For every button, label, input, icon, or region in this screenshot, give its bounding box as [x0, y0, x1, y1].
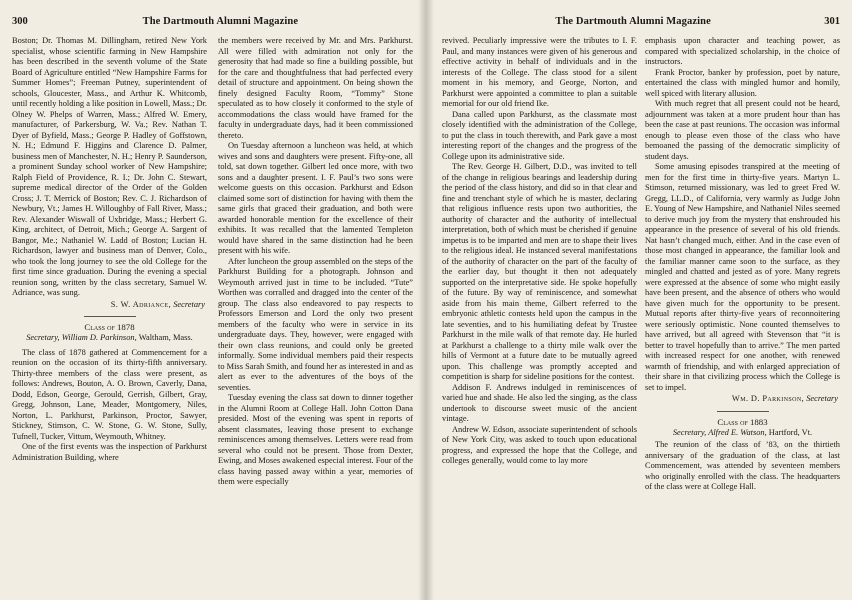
text-columns [12, 36, 413, 488]
column-right-1 [442, 36, 637, 493]
section-divider [84, 316, 136, 317]
secretary-role: Secretary, [26, 333, 60, 342]
book-gutter-shadow [418, 0, 434, 600]
paragraph: Addison F. Andrews indulged in reminiscences of varied hue and shade. He also led the singing, as the class undertook to discourse sweet music of the ancient vintage. [442, 382, 637, 423]
paragraph: The reunion of the class of ’83, on the thirtieth anniversary of the graduation of the class, at last Commencement, was attended by seventeen members who originally enrolled with the class. The headquarters of the class were at College Hall. [645, 440, 840, 491]
signature-name: Wm. D. Parkinson, [731, 394, 805, 403]
paragraph: Andrew W. Edson, associate superintendent of schools of New York City, was asked to touch upon educational progress, and expressed the hope that the College, and colleges generally, would come to lay more [442, 424, 637, 465]
paragraph: Boston; Dr. Thomas M. Dillingham, retired New York specialist, whose scientific farming in New Hampshire has been described in the seventh volume of the State Board of Agriculture entitled “New Hampshire Farms for Summer Homes”; Freeman Putney, superintendent of schools, Gloucester, Mass., and Arthur K. Whitcomb, until recently holding a like position in Lowell, Mass.; Dr. Olney W. Phelps of Warren, Mass.; Alfred W. Emery, manufacturer, of Parkersburg, W. Va.; Rev. Nathan T. Dyer of Byfield, Mass.; George P. Hadley of Goffstown, N. H.; Edmund F. Higgins and Clarence D. Palmer, business men of Manchester, N. H.; Henry P. Saunderson, a prominent Sunday school worker of New Hampshire; Ralph Field of Providence, R. I.; Dr. John C. Stewart, supreme medical director of the Order of the Golden Cross; J. T. Merrick of Boston; Rev. C. J. Richardson of Newbury, Vt.; James H. Willoughby of Fall River, Mass.; Rev. Alexander Wiswall of Uxbridge, Mass.; Herbert G. King, architect, of Detroit, Mich.; George A. Sargent of Bangor, Me.; Nathaniel W. Ladd of Boston; Lucian H. Richardson, lawyer and business man of Denver, Colo., who took the long journey to see the old College for the first time since graduation. During the evening a special reunion song, written by the class secretary, Samuel W. Adriance, was sung. [12, 36, 207, 297]
column-left-1 [12, 36, 207, 488]
section-divider [717, 411, 769, 412]
column-left-2 [218, 36, 413, 488]
running-title: The Dartmouth Alumni Magazine [555, 16, 711, 27]
signature-role: Secretary [806, 394, 838, 403]
paragraph: Tuesday evening the class sat down to dinner together in the Alumni Room at College Hall. John Cotton Dana presided. Most of the evening was spent in reports of absent classmates, leaving those present to exchange reminiscences among themselves. Letters were read from several who could not be present. Those from Dexter, Ewing, and Moses awakened especial interest. Four of the class having passed away within a year, memories of them were especially [218, 393, 413, 486]
paragraph: the members were received by Mr. and Mrs. Parkhurst. All were filled with admiration not only for the generosity that had made so fine a building possible, but for the care and thoughtfulness that had perfected every detail of structure and appointment. On being shown the finely designed Faculty Room, “Tommy” Stone speculated as to how closely it conformed to the style of accommodations the class would have framed for the faculty in undergraduate days, had it been commissioned thereto. [218, 36, 413, 140]
paragraph: The Rev. George H. Gilbert, D.D., was invited to tell of the change in religious bearings and leadership during the period of the class history, and did so in that clear and fine and trenchant style of which he is master, declaring that religious influence rests upon two authorities, the authority of character and the authority of intellectual interpretation, both of which must be cherished if genuine impetus is to be imparted and men are to shape their lives to the religious ideal. He instanced several manifestations of the authority of character on the part of the faculty of the earlier day, but thought it then not adequately supported on the interpretative side. He spoke hopefully of the future. By way of reminiscence, and somewhat aside from his main theme, Gilbert referred to the embryonic athletic contests held upon the campus in the late seventies, and to his humiliating defeat by Trustee Parkhurst in the mile walk of that remote day. He hurled at Parkhurst a challenge to a thirty mile walk over the hills of Vermont at a future date to be mutually agreed upon. This challenge was promptly accepted and competition is sharp for sideline positions for the contest. [442, 162, 637, 381]
running-head [442, 16, 840, 36]
paragraph: revived. Peculiarly impressive were the tributes to I. F. Paul, and many instances were given of his generous and effective activity in behalf of individuals and in the interests of the College. The class stood for a silent moment in his memory, and George, Norton, and Parkhurst were appointed a committee to plan a suitable memorial for our old friend Ike. [442, 36, 637, 108]
secretary-name: William D. Parkinson, [61, 333, 137, 342]
paragraph: Frank Proctor, banker by profession, poet by nature, entertained the class with mingled humor and homily, well spiced with literary allusion. [645, 67, 840, 98]
secretary-name: Alfred E. Watson, [708, 427, 767, 437]
running-head [12, 16, 413, 36]
paragraph: On Tuesday afternoon a luncheon was held, at which wives and sons and daughters were present. Fifty-one, all told, sat down together. Gilbert led once more, with two sons and a daughter present. I. F. Paul’s two sons were welcome guests on this occasion. Parkhurst and Edson claimed some sort of distinction for having with them the same girls that graced their graduation, and both were awarded honorable mention for the excellence of their exhibits. It was recalled that the lamented Templeton would have shared in the same distinction had he been present with his wife. [218, 141, 413, 255]
running-title: The Dartmouth Alumni Magazine [142, 16, 299, 27]
paragraph: The class of 1878 gathered at Commencement for a reunion on the occasion of its thirty-fifth anniversary. Thirty-three members of the class were present, as follows: Andrews, Bouton, A. O. Brown, Caverly, Dana, Dodd, Edson, George, Gerould, Gerrish, Gilbert, Gray, Gregg, Johnson, Lane, Meader, Montgomery, Niles, Norton, L. Parkhurst, Parkinson, Proctor, Sawyer, Stickney, Stimson, C. W. Stone, G. W. Stone, Sully, Tufnell, Tucker, Vittum, Weymouth, Whitney. [12, 347, 207, 441]
secretary-line [645, 428, 840, 439]
signature [645, 394, 840, 405]
signature-role: Secretary [173, 299, 205, 309]
paragraph: With much regret that all present could not be heard, adjournment was taken at a more prudent hour than has been the case at past reunions. The occasion was informal enough to please even those of the class who have bemoaned the passing of the democratic simplicity of student days. [645, 99, 840, 161]
column-right-2 [645, 36, 840, 493]
paragraph: One of the first events was the inspection of Parkhurst Administration Building, where [12, 442, 207, 462]
secretary-place: Hartford, Vt. [768, 427, 813, 437]
secretary-line [12, 333, 207, 344]
class-heading: Class of 1878 [84, 322, 135, 332]
class-heading: Class of 1883 [717, 416, 768, 427]
page-number: 301 [824, 16, 840, 27]
signature [12, 300, 207, 311]
paragraph: emphasis upon character and teaching power, as compared with specialized scholarship, in the choice of instructors. [645, 36, 840, 66]
signature-name: S. W. Adriance, [110, 299, 172, 309]
secretary-role: Secretary, [672, 427, 707, 437]
paragraph: After luncheon the group assembled on the steps of the Parkhurst Building for a photograph. Johnson and Weymouth arrived just in time to be included. “Tute” Worthen was corralled and dragged into the center of the group. The class also endeavored to pay respects to Professors Emerson and Lord the only two present members of the faculty who were in service in its undergraduate days. They, however, were engaged with their own class reunions, and could only be greeted informally. Some individual members paid their respects to Miss Sarah Smith, and found her as interested in and as alert as ever to the adventures of the boys of the seventies. [218, 256, 413, 392]
page-number: 300 [12, 16, 28, 27]
text-columns [442, 36, 840, 493]
secretary-place: Waltham, Mass. [138, 333, 193, 342]
paragraph: Some amusing episodes transpired at the meeting of men for the first time in thirty-five years. Martyn L. Stimson, returned missionary, was led to greet Fred W. Gregg, LL.D., of California, very warmly as Judge John E. Young of New Hampshire, and Nathaniel Niles seemed to derive much joy from the mystery that enshrouded his appearance in the presence of several of his old friends. Nat hasn’t changed much, either. And in the case even of those most changed in appearance, the familiar look and the familiar manner came soon to the surface, as they mingled and chatted and jested as of yore. Many regrets were expressed at the absence of some who might easily have been present, and the absence of others who would have given much for the opportunity to be present. Mutual reports after thirty-five years of reconnoitering were seriously optimistic. None counted themselves to have arrived, but all agreed with Stevenson that “it is better to travel hopefully than to arrive.” The men parted with increased respect for one another, with renewed warmth of friendship, and with enlarged appreciation of their share in that civilizing process which the College is set to impel. [645, 162, 840, 392]
paragraph: Dana called upon Parkhurst, as the classmate most closely identified with the administration of the College, to put the class in touch therewith, and Park gave a most interesting report of the changes and the progress of the College upon its administrative side. [442, 109, 637, 161]
right-page [426, 0, 852, 600]
